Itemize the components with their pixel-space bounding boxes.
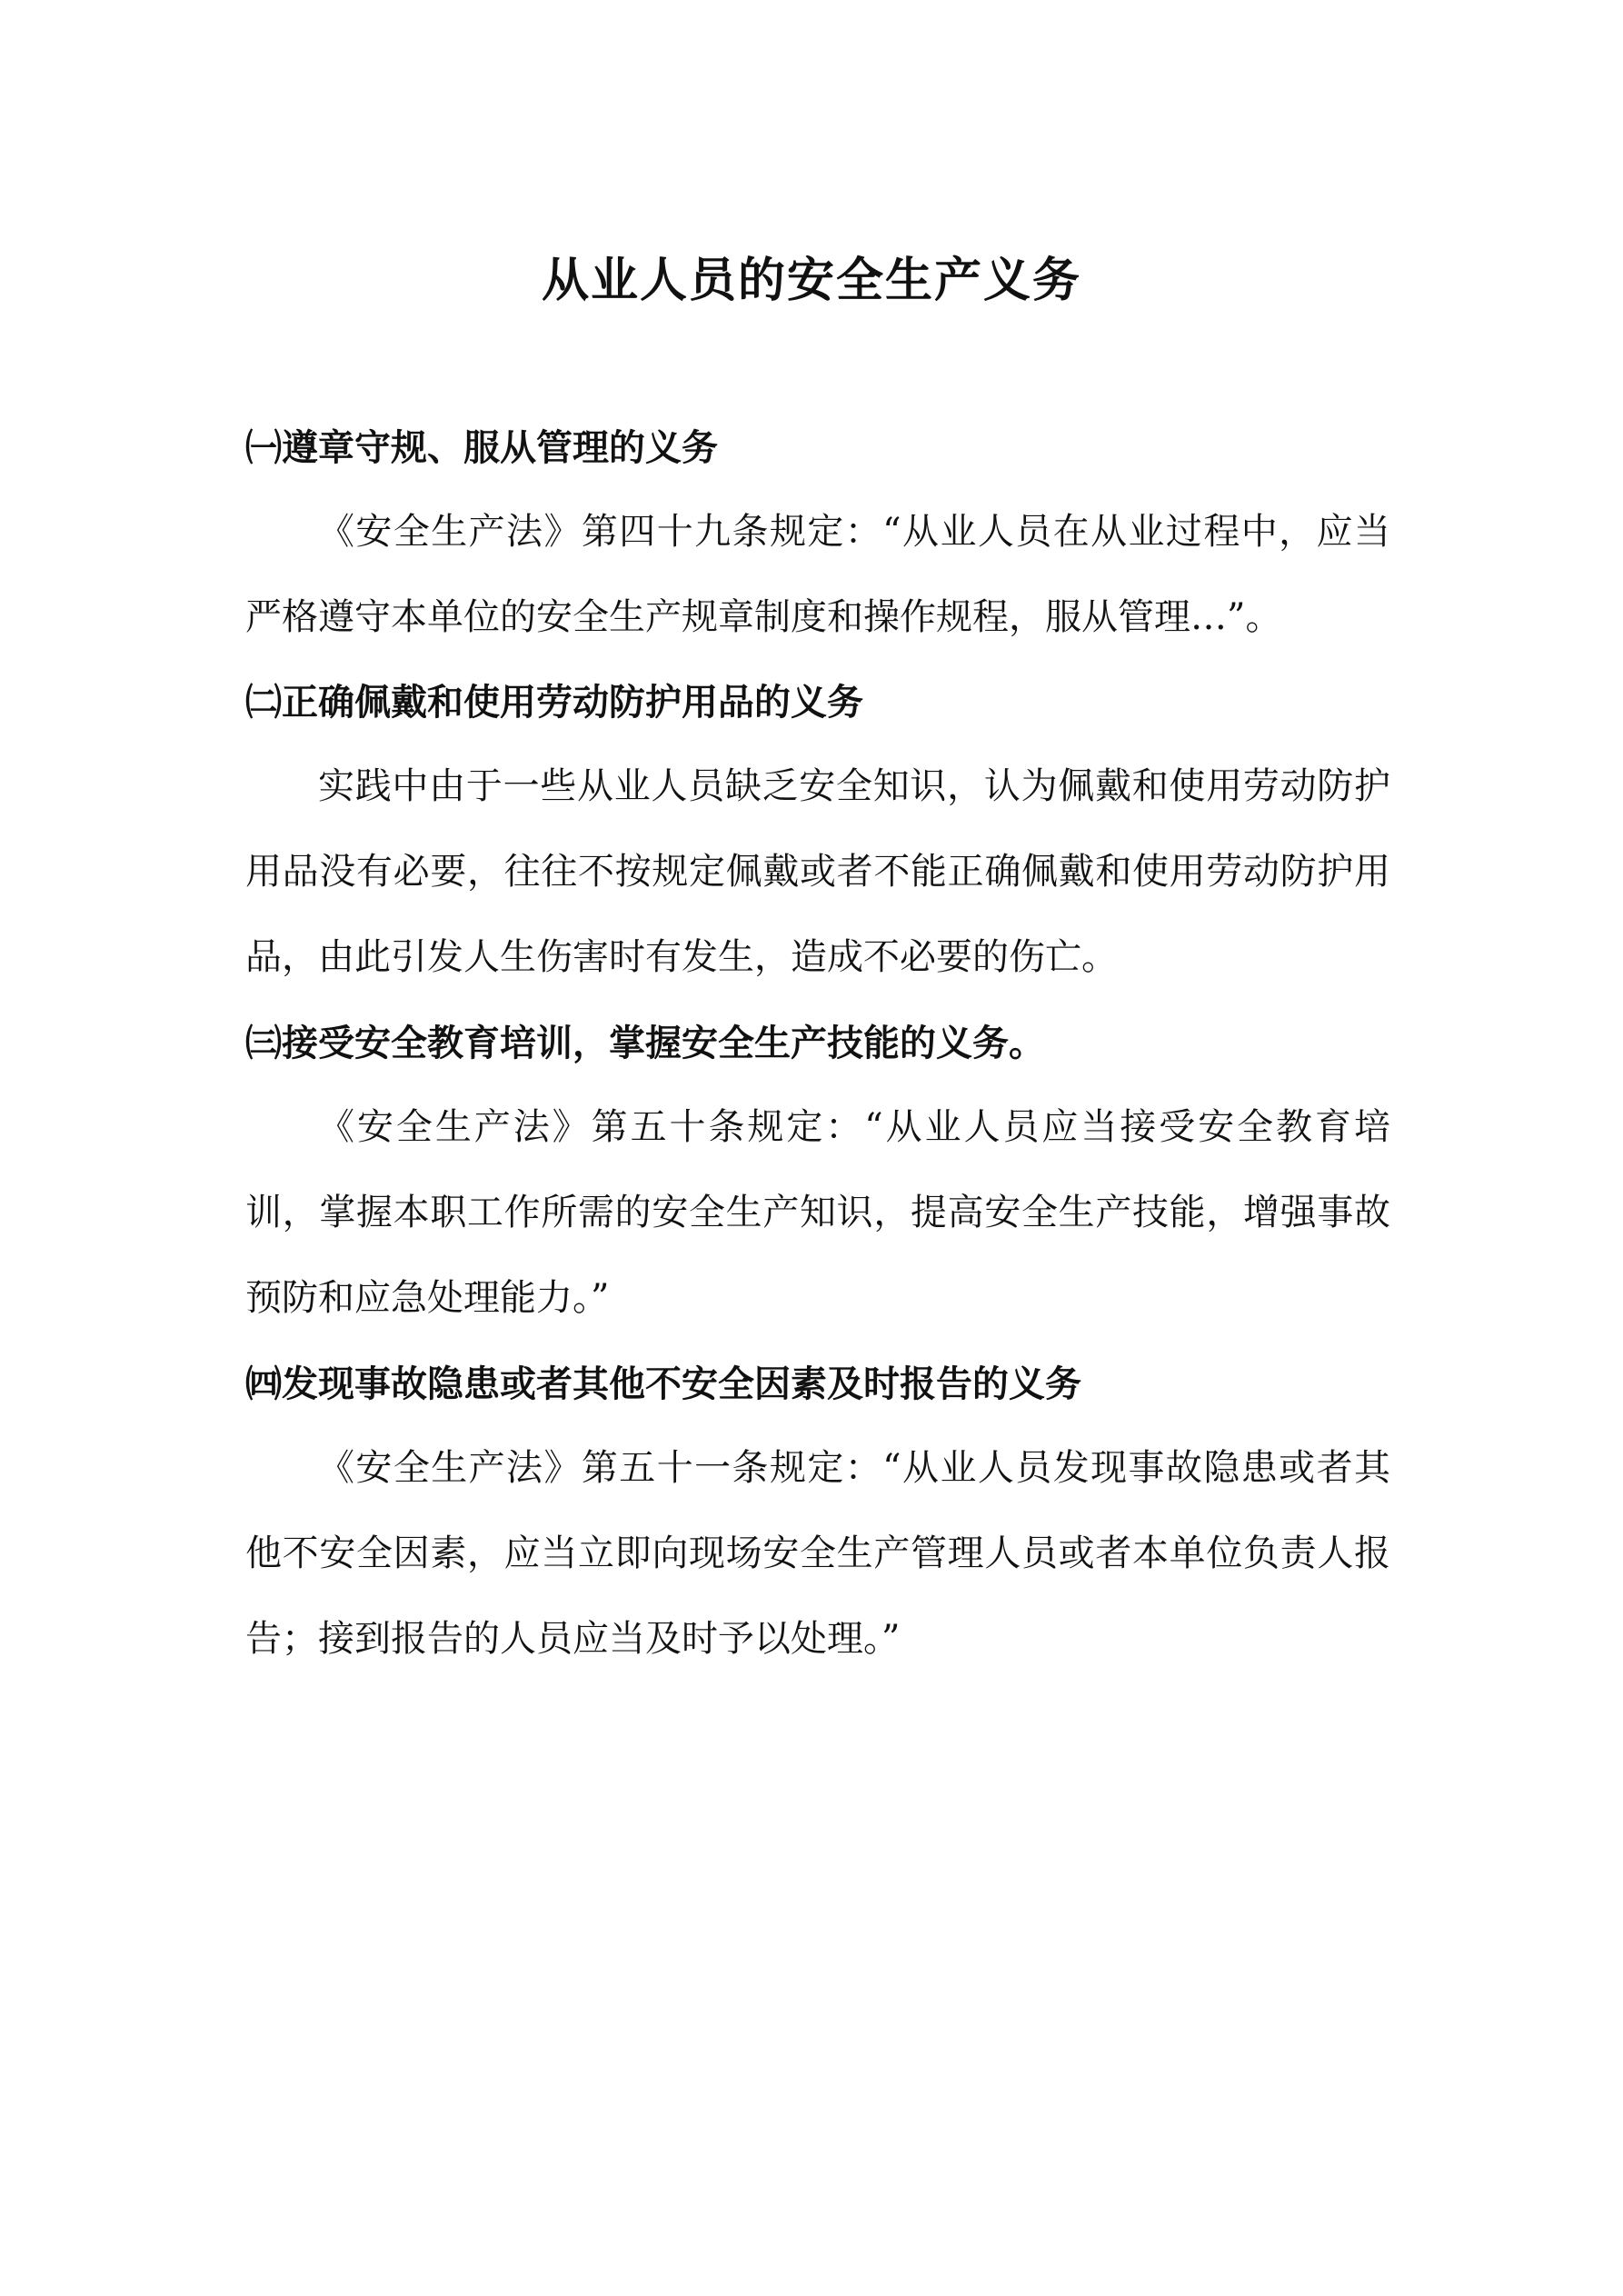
section-heading: ㈣发现事故隐患或者其他不安全因素及时报告的义务 [245,1363,1081,1405]
section-paragraph: 《安全生产法》第五十一条规定：“从业人员发现事故隐患或者其他不安全因素，应当立即向现场安全生产管理人员或者本单位负责人报告；接到报告的人员应当及时予以处理。” [245,1447,1390,1660]
section-heading: ㈡正确佩戴和使用劳动防护用品的义务 [245,681,863,724]
section-paragraph: 《安全生产法》第五十条规定：“从业人员应当接受安全教育培训，掌握本职工作所需的安全生产知识，提高安全生产技能，增强事故预防和应急处理能力。” [245,1106,1390,1319]
section-1 [245,427,1390,667]
section-heading: ㈠遵章守规、服从管理的义务 [245,426,718,469]
section-2 [245,682,1390,1007]
section-4 [245,1363,1390,1689]
page-title: 从业人员的安全生产义务 [541,253,1081,308]
section-paragraph: 《安全生产法》第四十九条规定：“从业人员在从业过程中，应当严格遵守本单位的安全生产规章制度和操作规程，服从管理…”。 [245,511,1390,638]
section-heading: ㈢接受安全教育培训，掌握安全生产技能的义务。 [245,1022,1045,1064]
section-3 [245,1023,1390,1348]
section-paragraph: 实践中由于一些从业人员缺乏安全知识，认为佩戴和使用劳动防护用品没有必要，往往不按规定佩戴或者不能正确佩戴和使用劳动防护用品，由此引发人生伤害时有发生，造成不必要的伤亡。 [245,765,1390,978]
